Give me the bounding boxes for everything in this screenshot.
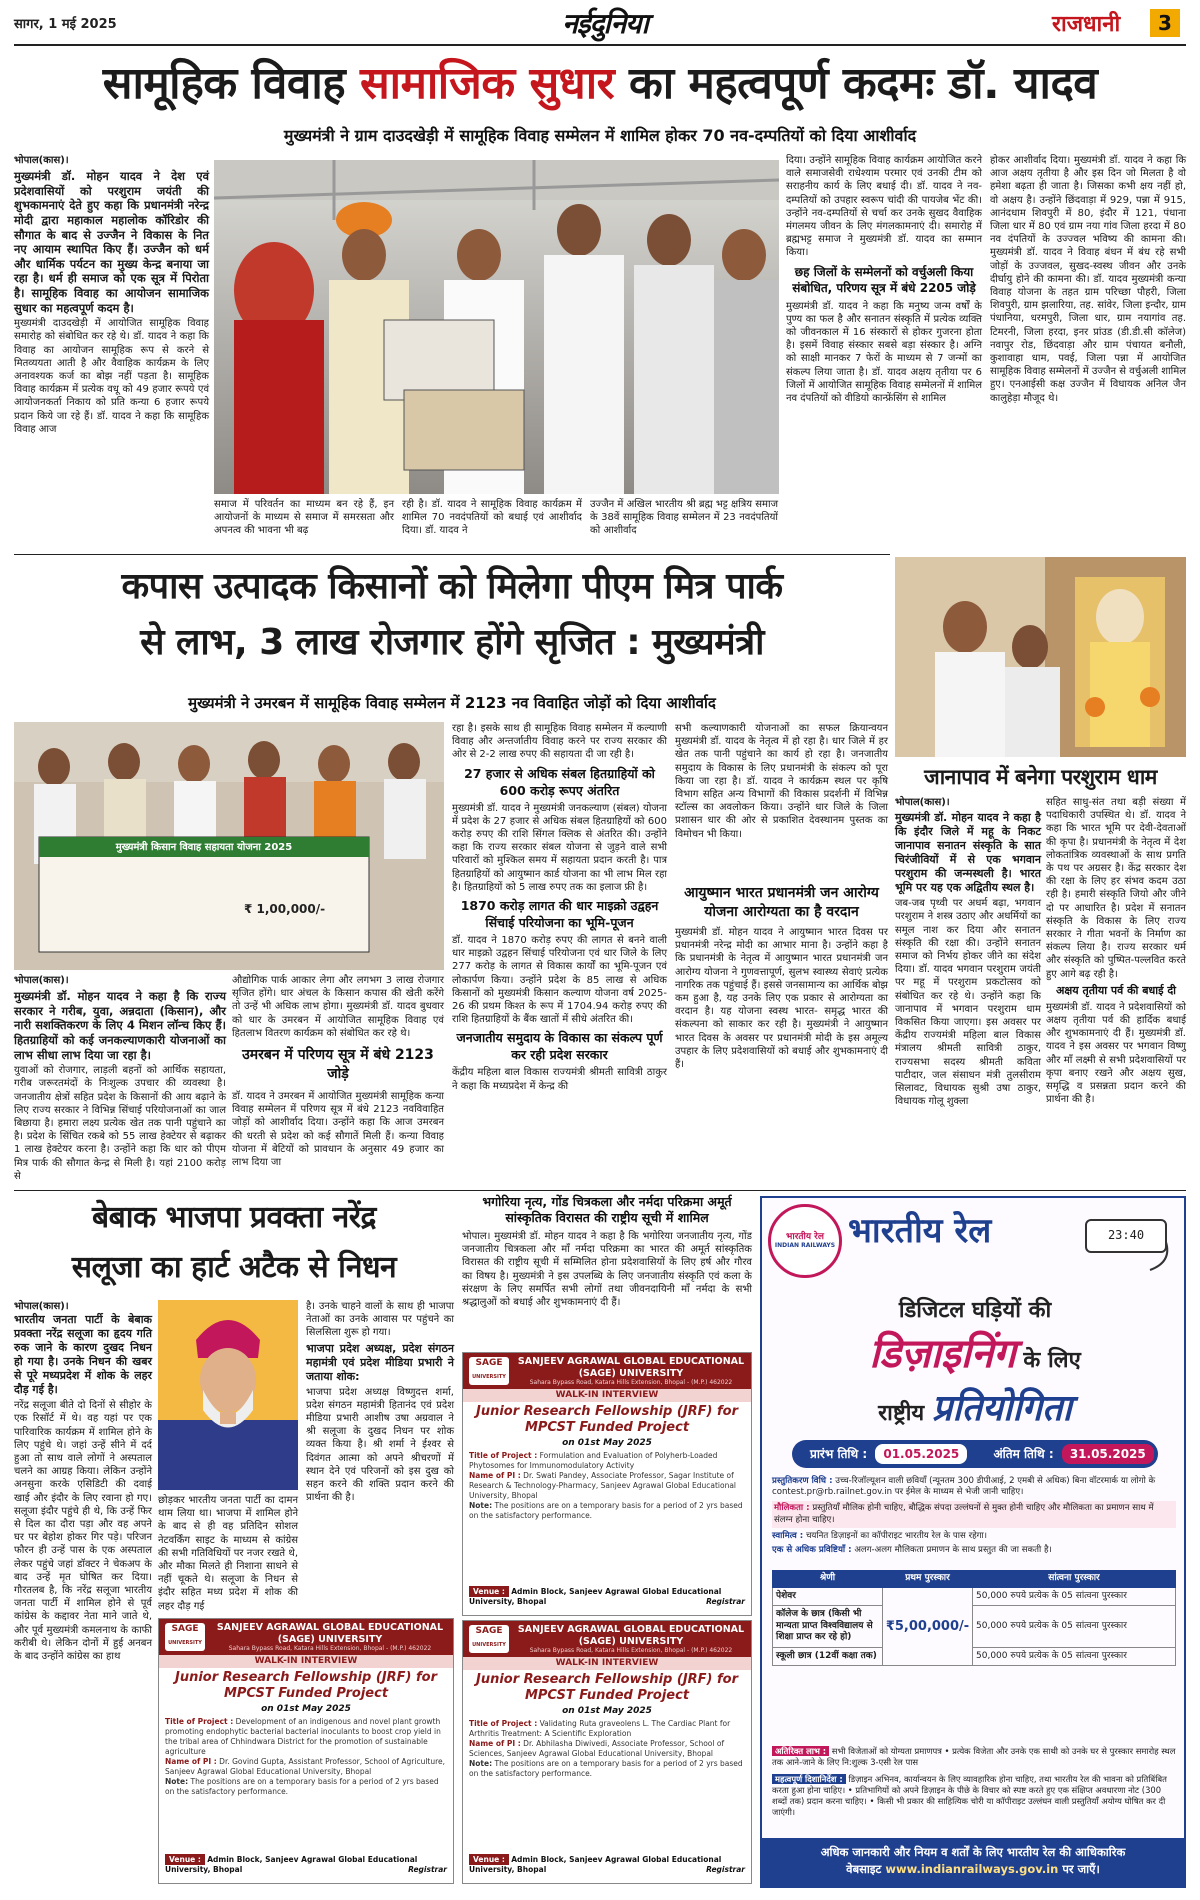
body-paragraph: डॉ. यादव ने 1870 करोड़ रुपए की लागत से बनने वाली धार माइक्रो उद्वहन सिंचाई परियोजना एवं धार जिले के लिए 277 करोड़ के लागत से विकास कार्यों का भूमि-पूजन एवं लोकार्पण किया। उन्होंने प्रदेश के 85 लाख से अधिक किसानों को मुख्यमंत्री किसान कल्याण योजना वर्ष 2025-26 की प्रथम किश्त के रूप में 1704.94 करोड़ रुपए की राशि हितग्राहियों के बैंक खातों में सीधे अंतरित की। [452, 935, 667, 1026]
label: Note: [469, 1501, 493, 1510]
lead-paragraph: भारतीय जनता पार्टी के बेबाक प्रवक्ता नरेंद्र सलूजा का हृदय गति रुक जाने के कारण दुखद निधन हो गया है। उनके निधन की खबर से पूरे मध्यप्रदेश में शोक के लहर दौड़ गई है। [14, 1313, 152, 1397]
sage-university-name: SANJEEV AGRAWAL GLOBAL EDUCATIONAL (SAGE) UNIVERSITY [517, 1356, 745, 1379]
sage-logo-text: SAGE [475, 1626, 503, 1636]
story1-below-col2: रही है। डॉ. यादव ने सामूहिक विवाह कार्यक्रम में शामिल 70 नवदंपतियों को बधाई एवं आशीर्वाद दिया। डॉ. यादव ने [402, 499, 582, 537]
venue-value: Admin Block, Sanjeev Agrawal Global Educational University, Bhopal [165, 1855, 418, 1874]
label: स्वामित्व : [772, 1530, 804, 1541]
pi-name [469, 1739, 745, 1759]
value: चयनित डिज़ाइनों का कॉपीराइट भारतीय रेल के पास रहेगा। [805, 1530, 987, 1541]
venue-value: Admin Block, Sanjeev Agrawal Global Educational University, Bhopal [469, 1855, 722, 1874]
saluja-col1 [14, 1300, 152, 1665]
body-paragraph: डॉ. यादव ने उमरबन में आयोजित मुख्यमंत्री सामूहिक कन्या विवाह सम्मेलन में परिणय सूत्र में बंधे 2123 नवविवाहित जोड़ों को आशीर्वाद दिया। उन्होंने कहा कि आज उमरबन की धरती से प्रदेश को कई सौगातें मिली हैं। कन्या विवाह योजना में बेटियों को प्रावधान के अनुसार 49 हजार का लाभ दिया जा [232, 1091, 444, 1169]
project-title [469, 1451, 745, 1471]
national-word: राष्ट्रीय [878, 1401, 932, 1426]
lead-paragraph: मुख्यमंत्री डॉ. मोहन यादव ने देश एवं प्रदेशवासियों को परशुराम जयंती की शुभकामनाएं देते हुए कहा कि प्रधानमंत्री नरेन्द्र मोदी द्वारा महाकाल महालोक कॉरिडोर की सौगात के बाद से उज्जैन ने विकास के नित नए आयाम स्थापित किए हैं। उज्जैन को धर्म और धार्मिक पर्यटन का मुख्य केन्द्र बनाया जा रहा है। धर्म ही समाज को एक सूत्र में पिरोता है। सामूहिक विवाह का आयोजन सामाजिक सुधार का महत्वपूर्ण कदम है। [14, 169, 209, 315]
walk-in-label: WALK-IN INTERVIEW [159, 1655, 453, 1668]
subheading: अक्षय तृतीया पर्व की बधाई दी [1055, 983, 1177, 997]
story2-col1 [14, 974, 226, 1185]
end-label: अंतिम तिथि : [993, 1447, 1054, 1461]
role-title: Junior Research Fellowship (JRF) for MPCST Funded Project [475, 1672, 739, 1703]
contest-line2 [762, 1324, 1188, 1379]
body-paragraph: युवाओं को रोजगार, लाड़ली बहनों को आर्थिक सहायता, गरीब जरूरतमंदों के निःशुल्क उपचार की व्यवस्था है। जनजातीय क्षेत्रों सहित प्रदेश के किसानों की आय बढ़ाने के लिए राज्य सरकार ने विभिन्न सिंचाई परियोजनाओं का जाल बिछाया है। हमारा लक्ष्य प्रत्येक खेत तक पानी पहुंचाने का है। प्रदेश के सिंचित रकबे को 55 लाख हेक्टेयर से बढ़ाकर 1 लाख हेक्टेयर करना है। उन्होंने कहा कि धार को पीएम मित्र पार्क की सौगात केन्द्र से मिली है। यहां 2100 करोड़ से [14, 1065, 226, 1182]
story2-col3 [452, 722, 667, 1095]
rule-originality [772, 1501, 1176, 1527]
walk-in-label: WALK-IN INTERVIEW [463, 1389, 751, 1402]
contest-line3 [762, 1382, 1188, 1431]
railway-logo [768, 1204, 842, 1278]
note [165, 1777, 447, 1797]
masthead [0, 0, 1200, 46]
sage-ad-top [462, 1352, 752, 1616]
divider [14, 554, 890, 555]
venue [165, 1855, 447, 1875]
first-prize: ₹5,00,000/- [883, 1587, 973, 1666]
label: Title of Project : [469, 1451, 538, 1460]
label: Name of PI : [469, 1471, 521, 1480]
venue-value: Admin Block, Sanjeev Agrawal Global Educational University, Bhopal [469, 1587, 722, 1606]
rule-ownership [772, 1531, 1176, 1542]
story2-headline-line1: कपास उत्पादक किसानों को मिलेगा पीएम मित्र पार्क [121, 566, 783, 607]
table-row [773, 1587, 1176, 1606]
lead-paragraph: मुख्यमंत्री डॉ. मोहन यादव ने कहा है कि इंदौर जिले में महू के निकट जानापाव सनातन संस्कृति के सात चिरंजीवियों में से एक भगवान परशुराम की जन्मस्थली है। भारत भूमि पर यह एक अद्वितीय स्थल है। [895, 811, 1041, 895]
venue [469, 1587, 745, 1607]
clock-digits: 23:40 [1107, 1228, 1145, 1242]
label: Name of PI : [165, 1757, 217, 1766]
cheque-banner: मुख्यमंत्री किसान विवाह सहायता योजना 2025 [115, 842, 293, 853]
page-number: 3 [1150, 9, 1180, 37]
body-paragraph: मुख्यमंत्री डॉ. यादव ने मुख्यमंत्री जनकल्याण (संबल) योजना में प्रदेश के 27 हजार से अधिक संबल हितग्राहियों को 600 करोड़ रुपए की राशि सिंगल क्लिक से अंतरित की। उन्होंने कहा कि राज्य सरकार संबल योजना से जुड़ने वाले सभी परिवारों को मुश्किल समय में सहायता प्रदान करती है। पात्र हितग्राहियों को आयुष्मान कार्ड योजना का भी लाभ मिल रहा है। हितग्राहियों को 5 लाख रुपए तक का इलाज फ्री है। [452, 802, 667, 893]
role-title: Junior Research Fellowship (JRF) for MPCST Funded Project [475, 1404, 739, 1435]
sage-logo-text: SAGE [475, 1358, 503, 1368]
value: The positions are on a temporary basis for a period of 2 yrs based on the satisfactory performance. [165, 1777, 439, 1796]
consolation: 50,000 रुपये प्रत्येक के 05 सांत्वना पुरस्कार [973, 1647, 1176, 1666]
story2-col2 [232, 974, 444, 1171]
footer-text: पर जाएँ। [1058, 1862, 1100, 1876]
sage-logo [469, 1625, 509, 1653]
rules [772, 1476, 1176, 1556]
walk-in-label: WALK-IN INTERVIEW [463, 1657, 751, 1670]
story1-below-col3: उज्जैन में अखिल भारतीय श्री ब्रह्म भट्ट क्षत्रिय समाज के 38वें सामूहिक विवाह सम्मेलन में 23 नवदंपतियों को आशीर्वाद [590, 499, 778, 537]
sage-ad-left [158, 1618, 454, 1884]
janapav-col2 [1046, 796, 1186, 1108]
subheading: जनजातीय समुदाय के विकास का संकल्प पूर्ण कर रही प्रदेश सरकार [456, 1030, 663, 1063]
saluja-col3 [306, 1300, 454, 1506]
body-paragraph: दिया। उन्होंने सामूहिक विवाह कार्यक्रम आयोजित करने वाले समाजसेवी राधेश्याम परमार एवं उनकी टीम को सराहनीय कार्य के लिए बधाई दी। डॉ. यादव ने नव-दम्पतियों को उपहार स्वरूप चांदी की पायजेब भेंट की। उन्होंने नव-दम्पतियों से चर्चा कर उनके सुखद वैवाहिक मंगलमय जीवन के लिए मंगलकामनाएं दी। समारोह में ब्रह्मभट्ट समाज ने मुख्यमंत्री डॉ. यादव का सम्मान किया। [786, 155, 982, 259]
footer-text: वेबसाइट [846, 1862, 886, 1876]
body-paragraph: मुख्यमंत्री दाउदखेड़ी में आयोजित सामूहिक विवाह समारोह को संबोधित कर रहे थे। डॉ. यादव ने कहा कि विवाह का आयोजन सामूहिक रूप से करने से मितव्ययता आती है और वैवाहिक कार्यक्रम के लिए अनावश्यक कर्ज का बोझ नहीं पड़ता है। सामूहिक विवाह कार्यक्रम में प्रत्येक वधू को 49 हजार रूपये एवं आयोजनकर्ता निकाय को प्रति कन्या 6 हजार रूपये प्रदान किये जा रहे हैं। डॉ. यादव ने कहा कि सामूहिक विवाह आज [14, 318, 209, 435]
value: Dr. Swati Pandey, Associate Professor, Sagar Institute of Research & Technology-Pharmacy, Sanjeev Agrawal Global Educational University, Bhopal [469, 1471, 737, 1500]
label: एक से अधिक प्रविष्टियाँ : [772, 1545, 852, 1556]
scheme-photo [14, 722, 444, 970]
sage-ad-header [463, 1353, 751, 1389]
label: महत्वपूर्ण दिशानिर्देश : [772, 1774, 846, 1784]
value: उच्च-रिजॉल्यूशन वाली छवियाँ (न्यूनतम 300 डीपीआई, 2 एमबी से अधिक) बिना वॉटरमार्क या लोगो के contest.pr@rb.railnet.gov.in पर ईमेल के माध्यम से भेजी जानी चाहिए। [772, 1476, 1156, 1498]
story2-col4: सभी कल्याणकारी योजनाओं का सफल क्रियान्वयन मुख्यमंत्री डॉ. यादव के नेतृत्व में हो रहा है। धार जिले में हर खेत तक पानी पहुंचाने का कार्य हो रहा है। जनजातीय समुदाय के विकास के लिए प्रधानमंत्री के संकल्प को पूरा किया जा रहा है। डॉ. यादव ने कार्यक्रम स्थल पर कृषि विभाग सहित अन्य विभागों की विकास प्रदर्शनी में विभिन्न स्टॉल्स का अवलोकन किया। उन्होंने धार जिले के जिला प्रशासन धार की ओर से प्रकाशित देवस्थानम पुस्तक का विमोचन भी किया। [675, 723, 888, 840]
value: डिज़ाइन अभिनव, कार्यान्वयन के लिए व्यावहारिक होना चाहिए, तथा भारतीय रेल की भावना को प्रतिबिंबित करता हुआ होना चाहिए। • प्रतिभागियों को अपने डिज़ाइन के पीछे के विचार को स्पष्ट करते हुए एक संक्षिप्त अवधारणा नोट (300 शब्दों तक) प्रदान करना चाहिए। • किसी भी प्रकार की साहित्यिक चोरी या कॉपीराइट उल्लंघन वाली प्रस्तुतियाँ अयोग्य घोषित कर दी जाएंगी। [772, 1774, 1167, 1817]
contest-line1: डिजिटल घड़ियों की [898, 1298, 1052, 1323]
ayushman-body: मुख्यमंत्री डॉ. मोहन यादव ने आयुष्मान भारत दिवस पर प्रधानमंत्री नरेन्द्र मोदी का आभार माना है। उन्होंने कहा है कि प्रधानमंत्री के नेतृत्व में आयुष्मान भारत प्रधानमंत्री जन आरोग्य योजना ने गुणवत्तापूर्ण, सुलभ स्वास्थ्य सेवाएं प्रत्येक नागरिक तक पहुंचाई हैं। इससे जनसामान्य का आर्थिक बोझ कम हुआ है, यह उनके लिए एक प्रकार से आरोग्यता का वरदान है। यह योजना स्वस्थ भारत- समृद्ध भारत की संकल्पना को साकार कर रही है। मुख्यमंत्री ने आयुष्मान भारत दिवस के अवसर पर प्रधानमंत्री मोदी के इस अमूल्य उपहार के लिए प्रदेशवासियों को बधाई और शुभकामनाएं दी हैं। [675, 927, 888, 1071]
subheading: छह जिलों के सम्मेलनों को वर्चुअली किया संबोधित, परिणय सूत्र में बंधे 2205 जोड़े [792, 264, 976, 295]
value: अलग-अलग मौलिकता प्रमाणन के साथ प्रस्तुत की जा सकती है। [854, 1545, 1052, 1556]
value: Development of an indigenous and novel plant growth promoting endophytic bacterial bacterial inoculants to boost crop yield in the tribal area of Chhindwara District for the promotion of sustainable agriculture [165, 1717, 441, 1756]
sage-address: Sahara Bypass Road, Katara Hills Extension, Bhopal - (M.P.) 462022 [228, 1645, 432, 1652]
value: Validating Ruta graveolens L. The Cardiac Plant for Arthritis Treatment: A Scientific Exploration [469, 1719, 731, 1738]
sage-logo [469, 1357, 509, 1385]
sage-logo-sub: UNIVERSITY [472, 1374, 506, 1380]
issue-date: सागर, 1 मई 2025 [14, 17, 117, 32]
body-paragraph: औद्योगिक पार्क आकार लेगा और लगभग 3 लाख रोजगार सृजित होंगे। धार अंचल के किसान कपास की खेती करेंगे तो उन्हें भी अधिक लाभ होगा। मुख्यमंत्री डॉ. यादव बुधवार को धार के उमरबन में आयोजित सामूहिक विवाह एवं हितलाभ वितरण कार्यक्रम को संबोधित कर रहे थे। [232, 975, 444, 1039]
story1-col3 [786, 154, 982, 407]
headline-highlight: सामाजिक सुधार [359, 58, 615, 109]
extra-benefits [772, 1746, 1176, 1768]
railway-logo-text: भारतीय रेल [786, 1232, 824, 1242]
bhagoria-body: भोपाल। मुख्यमंत्री डॉ. मोहन यादव ने कहा है कि भगोरिया जनजातीय नृत्य, गोंड जनजातीय चित्रकला और माँ नर्मदा परिक्रमा का भारत की अमूर्त सांस्कृतिक विरासत की राष्ट्रीय सूची में सम्मिलित होना प्रदेशवासियों के लिए हर्ष और गौरव का विषय है। मुख्यमंत्री ने इस उपलब्धि के लिए जनजातीय संस्कृति एवं कला के संरक्षण के लिए समर्पित सभी लोगों तथा जीवनदायिनी माँ नर्मदा के सभी श्रद्धालुओं को बधाई और शुभकामनाएं दी हैं। [462, 1231, 752, 1309]
registrar: Registrar [408, 1865, 447, 1874]
ayushman-box [675, 884, 888, 1182]
label: अतिरिक्त लाभ : [772, 1746, 829, 1756]
project-title [469, 1719, 745, 1739]
sage-ad-bottom [462, 1620, 752, 1884]
story1-below-col1: समाज में परिवर्तन का माध्यम बन रहे हैं, इन आयोजनों के माध्यम से समाज में समरसता और अपनत्व की भावना भी बढ़ [214, 499, 394, 537]
subheading: 27 हजार से अधिक संबल हितग्राहियों को 600 करोड़ रूपए अंतरित [464, 765, 655, 798]
dateline: भोपाल(कास)। [14, 1301, 69, 1312]
footer-line2 [762, 1861, 1184, 1878]
prize-table [772, 1570, 1176, 1666]
start-date: 01.05.2025 [875, 1444, 967, 1464]
col-category: श्रेणी [773, 1571, 883, 1588]
railway-footer [762, 1838, 1184, 1886]
sage-logo-sub: UNIVERSITY [472, 1642, 506, 1648]
category: पेशेवर [773, 1587, 883, 1606]
start-label: प्रारंभ तिथि : [810, 1447, 868, 1461]
competition-word: प्रतियोगिता [931, 1388, 1072, 1429]
table-header [773, 1571, 1176, 1588]
story1-col4: होकर आशीर्वाद दिया। मुख्यमंत्री डॉ. यादव ने कहा कि आज अक्षय तृतीया है और इस दिन जो मिलता है वो हमेशा बढ़ता ही जाता है। जिसका कभी क्षय नहीं हो, वो अक्षय है। उन्होंने छिंदवाड़ा में 929, पन्ना में 915, आनंदधाम शिवपुरी में 80, इंदौर में 121, पंधाना जिला धार में 80 एवं ग्राम नया गांव जिला हरदा में 80 नव दंपतियों के उज्ज्वल भविष्य की कामना की। मुख्यमंत्री डॉ. यादव ने विवाह बंधन में बंध रहे सभी जोड़ों के उज्जवल, सुखद-स्वस्थ जीवन और उनके दीर्घायु होने की कामना की। डॉ. यादव मुख्यमंत्री कन्या विवाह योजना के तहत ग्राम परिच्छा पौहरी, जिला शिवपुरी, ग्राम झलारिया, तह. सांवेर, जिला इन्दौर, ग्राम पंधानिया, धरमपुरी, जिला धार, ग्राम नयागांव तह. टिमरनी, जिला हरदा, इनर प्रांउड (डी.डी.सी कॉलेज) नवापुर रोड, छिंदवाड़ा और ग्राम पंचायत बनौली, कुशावाहा धाम, पवई, जिला पन्ना में आयोजित सामूहिक विवाह सम्मेलनों में उज्जैन से वर्चुअली शामिल हुए। एनआईसी कक्ष उज्जैन में विधायक अनिल जैन कालुहेड़ा मौजूद थे। [990, 155, 1186, 404]
registrar: Registrar [706, 1865, 745, 1874]
ayushman-headline: आयुष्मान भारत प्रधानमंत्री जन आरोग्य योजना आरोग्यता का है वरदान [684, 885, 879, 920]
label: मौलिकता : [774, 1503, 810, 1514]
sage-ad-header [159, 1619, 453, 1655]
janapav-headline: जानापाव में बनेगा परशुराम धाम [924, 765, 1157, 789]
website-link[interactable]: www.indianrailways.gov.in [885, 1862, 1059, 1876]
date-strip [792, 1440, 1158, 1468]
rule-multiple [772, 1545, 1176, 1556]
sage-address: Sahara Bypass Road, Katara Hills Extension, Bhopal - (M.P.) 462022 [529, 1647, 733, 1654]
venue-label: Venue : [469, 1854, 509, 1865]
body-paragraph: जब-जब पृथ्वी पर अधर्म बढ़ा, भगवान परशुराम ने शस्त्र उठाए और अधर्मियों का समूल नाश कर दिया और सनातन संस्कृति की रक्षा की। उन्होंने सनातन समाज को निर्भय होकर जीने का संदेश दिया। डॉ. यादव भगवान परशुराम जयंती पर महू में परशुराम प्रकटोत्सव को संबोधित कर रहे थे। उन्होंने कहा कि जानापाव में भगवान परशुराम धाम विकसित किया जाएगा। इस अवसर पर केंद्रीय राज्यमंत्री महिला बाल विकास मंत्रालय श्रीमती सावित्री ठाकुर, राज्यसभा सदस्य श्रीमती कविता पाटीदार, जल संसाधन मंत्री तुलसीराम सिलावट, विधायक सुश्री उषा ठाकुर, विधायक गोलू शुक्ला [895, 898, 1041, 1108]
lead-paragraph: मुख्यमंत्री डॉ. मोहन यादव ने कहा है कि राज्य सरकार ने गरीब, युवा, अन्नदाता (किसान), और नारी सशक्तिकरण के लिए 4 मिशन लॉन्च किए हैं। हितग्राहियों को कई जनकल्याणकारी योजनाओं का लाभ सीधा लाभ दिया जा रहा है। [14, 989, 226, 1062]
venue-label: Venue : [469, 1586, 509, 1597]
clock-illustration [1080, 1212, 1174, 1272]
project-title [165, 1717, 447, 1757]
end-date: 31.05.2025 [1062, 1444, 1154, 1464]
table-row [773, 1647, 1176, 1666]
category: कॉलेज के छात्र (किसी भी मान्यता प्राप्त विश्वविद्यालय से शिक्षा प्राप्त कर रहे हो) [773, 1606, 883, 1648]
venue-label: Venue : [165, 1854, 205, 1865]
subheading: 1870 करोड़ लागत की धार माइक्रो उद्वहन सिंचाई परियोजना का भूमि-पूजन [460, 898, 659, 931]
body-paragraph: नरेंद्र सलूजा बीते दो दिनों से सीहोर के एक रिसॉर्ट में थे। वह यहां पर एक पारिवारिक कार्यक्रम में शामिल होने के लिए पहुंचे थे। जहां उन्हें सीने में दर्द हुआ तो साथ वाले लोगों ने अस्पताल चलने का आग्रह किया। लेकिन उन्होंने अनसुना करके एसिडिटी की दवाई खाई और इंदौर के लिए रवाना हो गए। सलूजा इंदौर पहुंचे ही थे, कि उन्हें फिर से दिल का दौरा पड़ा और वह अपने घर पर बेहोश होकर गिर पड़े। परिजन फौरन ही उन्हें पास के एक अस्पताल लेकर पहुंचे जहां डॉक्टर ने चेकअप के बाद उन्हें मृत घोषित कर दिया। गौरतलब है, कि नरेंद्र सलूजा भारतीय जनता पार्टी में शामिल होने से पूर्व कांग्रेस के कद्दावर नेता माने जाते थे, और पूर्व मुख्यमंत्री कमलनाथ के काफी करीबी थे। लेकिन दोनों में हुई अनबन के बाद उन्होंने कांग्रेस का हाथ [14, 1400, 152, 1663]
dateline: भोपाल(कास)। [14, 155, 69, 166]
col-first: प्रथम पुरस्कार [883, 1571, 973, 1588]
label: Note: [165, 1777, 189, 1786]
sage-logo-text: SAGE [171, 1624, 199, 1634]
railway-ad [760, 1196, 1186, 1888]
body-paragraph: सहित साधु-संत तथा बड़ी संख्या में पदाधिकारी उपस्थित थे। डॉ. यादव ने कहा कि भारत भूमि पर देवी-देवताओं की कृपा है। प्रधानमंत्री के नेतृत्व में देश लोकतांत्रिक व्यवस्थाओं के साथ प्रगति के पथ पर अग्रसर है। केंद्र सरकार देश की रक्षा के लिए हर संभव कदम उठा रही है। हमारी संस्कृति जियो और जीने दो पर आधारित है। प्रदेश में सनातन संस्कृति के विकास के लिए राज्य सरकार ने गीता भवनों के निर्माण का संकल्प लिया है। राज्य सरकार धर्म और संस्कृति को पुष्पित-पल्लवित करते हुए आगे बढ़ रही है। [1046, 797, 1186, 980]
note [469, 1501, 745, 1521]
body-paragraph: केंद्रीय महिला बाल विकास राज्यमंत्री श्रीमती सावित्री ठाकुर ने कहा कि मध्यप्रदेश में केन्द्र की [452, 1067, 667, 1092]
category: स्कूली छात्र (12वीं कक्षा तक) [773, 1647, 883, 1666]
for-word: के लिए [1015, 1348, 1081, 1373]
value: Dr. Govind Gupta, Assistant Professor, School of Agriculture, Sanjeev Agrawal Global Educational University, Bhopal [165, 1757, 446, 1776]
interview-date: on 01st May 2025 [261, 1704, 351, 1714]
story1-headline [14, 54, 1186, 114]
label: Title of Project : [165, 1717, 234, 1726]
col-consolation: सांत्वना पुरस्कार [973, 1571, 1176, 1588]
story2-headline-line2: से लाभ, 3 लाख रोजगार होंगे सृजित : मुख्यमंत्री [140, 622, 764, 663]
bhagoria-headline: भगोरिया नृत्य, गोंड चित्रकला और नर्मदा परिक्रमा अमूर्त सांस्कृतिक विरासत की राष्ट्रीय सूची में शामिल [482, 1194, 732, 1225]
rule-submission [772, 1476, 1176, 1498]
body-paragraph: मुख्यमंत्री डॉ. यादव ने कहा कि मनुष्य जन्म वर्षों के पुण्य का फल है और सनातन संस्कृति में प्रत्येक व्यक्ति को जीवनकाल में 16 संस्कारों से होकर गुजरना होता है। इसमें विवाह संस्कार सबसे बड़ा संस्कार है। अग्नि को साक्षी मानकर 7 फेरों के माध्यम से 7 जन्मों का संकल्प लिया जाता है। डॉ. यादव अक्षय तृतीया पर 6 जिलों में आयोजित सामूहिक विवाह सम्मेलनों में शामिल नव दंपतियों को वीडियो कान्फ्रेंसिंग से शामिल [786, 300, 982, 405]
interview-date: on 01st May 2025 [562, 1706, 652, 1716]
value: The positions are on a temporary basis for a period of 2 yrs based on the satisfactory performance. [469, 1759, 743, 1778]
value: प्रस्तुतियाँ मौलिक होनी चाहिए, बौद्धिक संपदा उल्लंघनों से मुक्त होनी चाहिए और मौलिकता का प्रमाणन साथ में संलग्न होना चाहिए। [774, 1503, 1154, 1525]
guidelines [772, 1774, 1176, 1818]
role-title: Junior Research Fellowship (JRF) for MPCST Funded Project [174, 1670, 438, 1701]
label: Name of PI : [469, 1739, 521, 1748]
label: प्रस्तुतिकरण विधि : [772, 1476, 833, 1486]
footer-line1: अधिक जानकारी और नियम व शर्तों के लिए भारतीय रेल की आधिकारिक [820, 1845, 1126, 1859]
body-paragraph: भाजपा प्रदेश अध्यक्ष विष्णुदत्त शर्मा, प्रदेश संगठन महामंत्री हितानंद एवं प्रदेश मीडिया प्रभारी आशीष उषा अग्रवाल ने श्री सलूजा के दुखद निधन पर शोक व्यक्त किया है। श्री शर्मा ने ईश्वर से दिवंगत आत्मा को अपने श्रीचरणों में स्थान देने एवं परिजनों को इस दुख को सहन करने की शक्ति प्रदान करने की प्रार्थना की है। [306, 1386, 454, 1504]
body-paragraph: है। उनके चाहने वालों के साथ ही भाजपा नेताओं का उनके आवास पर पहुंचने का सिलसिला शुरू हो गया। [306, 1301, 454, 1339]
note [469, 1759, 745, 1779]
headline-part1: सामूहिक विवाह [102, 58, 360, 109]
registrar: Registrar [706, 1597, 745, 1606]
cheque-amount: ₹ 1,00,000/- [244, 902, 326, 916]
consolation: 50,000 रुपये प्रत्येक के 05 सांत्वना पुरस्कार [973, 1606, 1176, 1648]
saluja-headline-line2: सलूजा का हार्ट अटैक से निधन [71, 1250, 397, 1285]
dateline: भोपाल(कास)। [895, 797, 950, 808]
label: Title of Project : [469, 1719, 538, 1728]
body-paragraph: रहा है। इसके साथ ही सामूहिक विवाह सम्मेलन में कल्याणी विवाह और अन्तर्जातीय विवाह करने पर राज्य सरकार की ओर से 2-2 लाख रुपए की सहायता दी जा रही है। [452, 723, 667, 761]
saluja-col2: छोड़कर भारतीय जनता पार्टी का दामन थाम लिया था। भाजपा में शामिल होने के बाद से ही वह प्रतिदिन सोशल नेटवर्किंग साइट के माध्यम से कांग्रेस की सभी गतिविधियों पर नजर रखते थे, और मौका मिलते ही निशाना साधने से नहीं चूकते थे। सलूजा के निधन से इंदौर सहित मध्य प्रदेश में शोक की लहर दौड़ गई [158, 1495, 298, 1612]
consolation: 50,000 रुपये प्रत्येक के 05 सांत्वना पुरस्कार [973, 1587, 1176, 1606]
janapav-col1 [895, 796, 1041, 1110]
story1-col1 [14, 154, 209, 438]
sage-logo-sub: UNIVERSITY [168, 1640, 202, 1646]
railway-title: भारतीय रेल [848, 1211, 992, 1251]
table-row [773, 1606, 1176, 1648]
subheading: उमरबन में परिणय सूत्र में बंधे 2123 जोड़े [242, 1047, 434, 1083]
value: Formulation and Evaluation of Polyherb-Loaded Phytosomes for Immunomodulatory Activity [469, 1451, 718, 1470]
value: सभी विजेताओं को योग्यता प्रमाणपत्र • प्रत्येक विजेता और उनके एक साथी को उनके घर से पुरस्कार समारोह स्थल तक आने-जाने के लिए नि:शुल्क 3-एसी रेल पास [772, 1746, 1176, 1767]
masthead-rule [14, 44, 1186, 46]
divider [14, 1190, 1186, 1191]
venue [469, 1855, 745, 1875]
pi-name [469, 1471, 745, 1501]
sage-address: Sahara Bypass Road, Katara Hills Extension, Bhopal - (M.P.) 462022 [529, 1379, 733, 1386]
saluja-portrait [158, 1300, 298, 1490]
interview-date: on 01st May 2025 [562, 1438, 652, 1448]
story1-subhead: मुख्यमंत्री ने ग्राम दाउदखेड़ी में सामूहिक विवाह सम्मेलन में शामिल होकर 70 नव-दम्पतियों को दिया आशीर्वाद [283, 126, 917, 145]
label: Note: [469, 1759, 493, 1768]
wedding-photo [214, 160, 779, 494]
sage-ad-header [463, 1621, 751, 1657]
sage-university-name: SANJEEV AGRAWAL GLOBAL EDUCATIONAL (SAGE) UNIVERSITY [216, 1622, 444, 1645]
value: Dr. Abhilasha Diwivedi, Associate Professor, School of Sciences, Sanjeev Agrawal Global Educational University, Bhopal [469, 1739, 725, 1758]
pi-name [165, 1757, 447, 1777]
body-paragraph: मुख्यमंत्री डॉ. यादव ने प्रदेशवासियों को अक्षय तृतीया पर्व की हार्दिक बधाई और शुभकामनाएं दी हैं। मुख्यमंत्री डॉ. यादव ने इस अवसर पर भगवान विष्णु और माँ लक्ष्मी से सभी प्रदेशवासियों पर कृपा बनाए रखने और अक्षय सुख, समृद्धि व प्रसन्नता प्रदान करने की प्रार्थना की है। [1046, 1001, 1186, 1106]
section-name: राजधानी [1052, 12, 1121, 37]
paper-logo: नईदुनिया [562, 7, 648, 40]
shrine-photo [895, 557, 1186, 757]
saluja-headline-line1: बेबाक भाजपा प्रवक्ता नरेंद्र [92, 1200, 376, 1235]
headline-part3: का महत्वपूर्ण कदमः डॉ. यादव [614, 58, 1098, 109]
value: The positions are on a temporary basis for a period of 2 yrs based on the satisfactory performance. [469, 1501, 743, 1520]
subheading: भाजपा प्रदेश अध्यक्ष, प्रदेश संगठन महामंत्री एवं प्रदेश मीडिया प्रभारी ने जताया शोक: [306, 1341, 454, 1383]
railway-logo-en: INDIAN RAILWAYS [774, 1242, 836, 1249]
sage-university-name: SANJEEV AGRAWAL GLOBAL EDUCATIONAL (SAGE) UNIVERSITY [517, 1624, 745, 1647]
sage-logo [165, 1623, 205, 1651]
designing-word: डिज़ाइनिंग [869, 1331, 1016, 1377]
dateline: भोपाल(कास)। [14, 975, 69, 986]
story2-subhead: मुख्यमंत्री ने उमरबन में सामूहिक विवाह सम्मेलन में 2123 नव विवाहित जोड़ों को दिया आशीर्वाद [188, 694, 716, 712]
